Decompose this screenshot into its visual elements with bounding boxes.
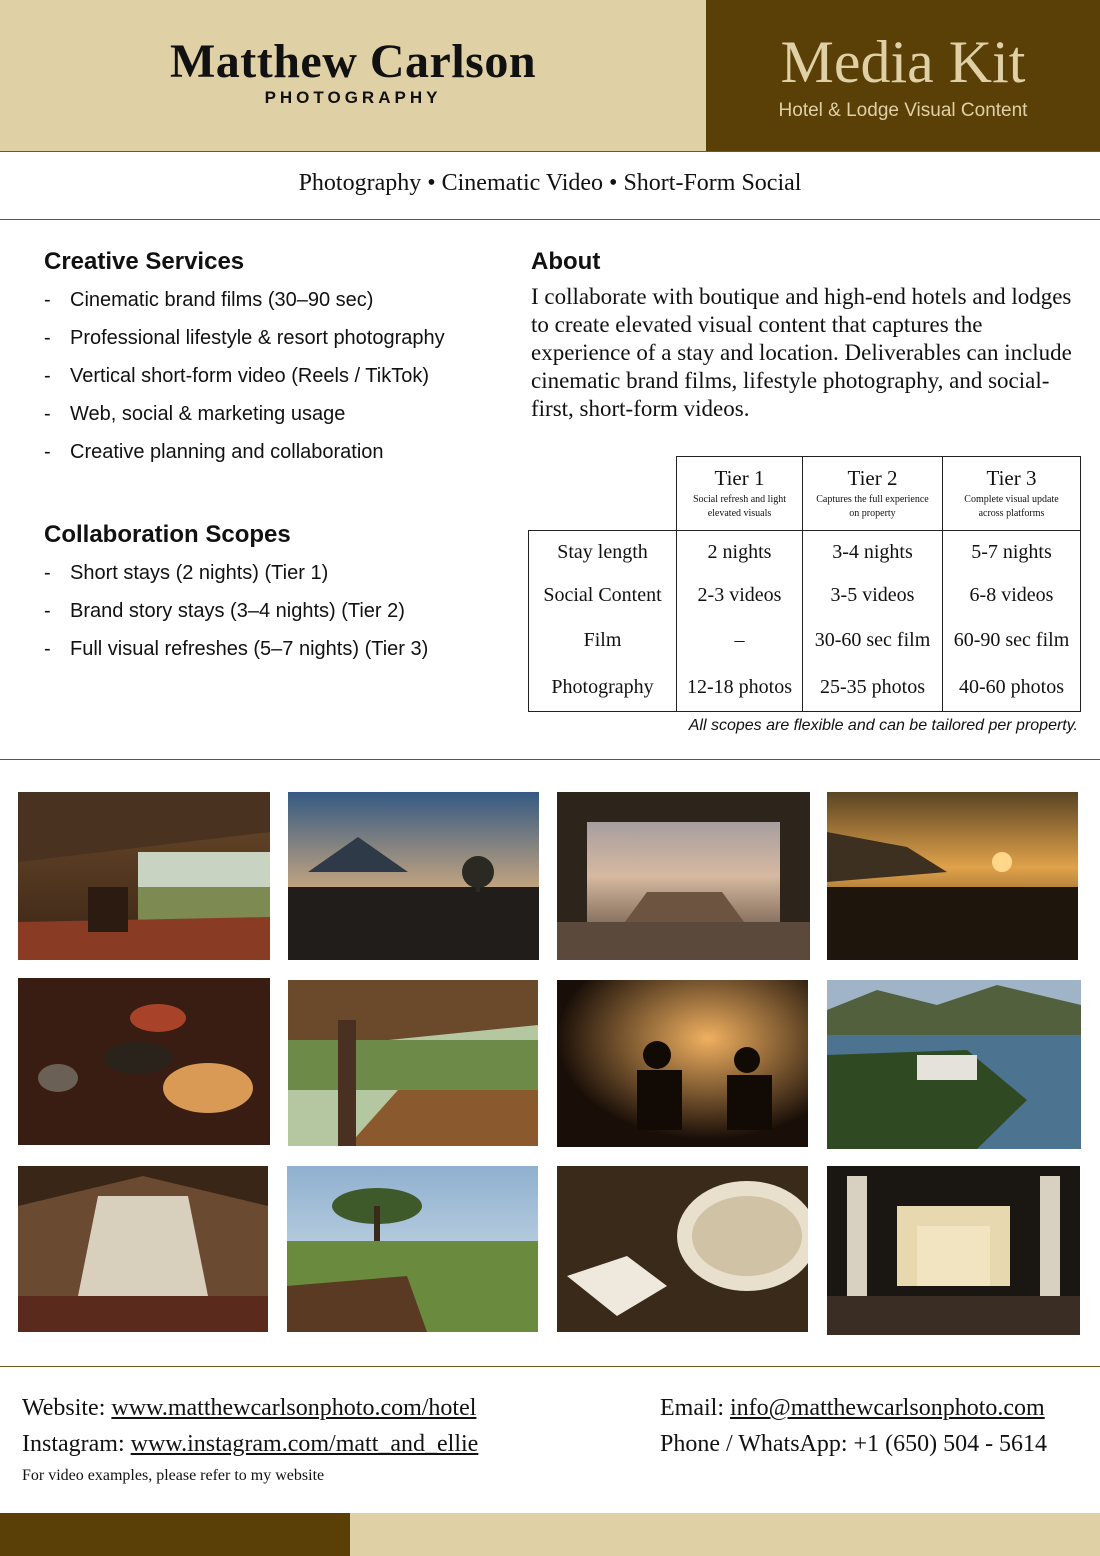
services-list <box>44 287 445 477</box>
table-line <box>528 530 1081 531</box>
services-heading: Creative Services <box>44 248 245 275</box>
email-label: Email: <box>660 1395 730 1421</box>
list-item: - Full visual refreshes (5–7 nights) (Tier 3) <box>44 638 429 660</box>
email-link[interactable]: info@matthewcarlsonphoto.com <box>729 1395 1045 1421</box>
lodge-interior-photo <box>18 792 270 960</box>
website-link[interactable]: www.matthewcarlsonphoto.com/hotel <box>111 1395 477 1421</box>
tagline: Photography • Cinematic Video • Short-Form Social <box>298 170 802 196</box>
list-item: - Brand story stays (3–4 nights) (Tier 2) <box>44 600 405 622</box>
tier-description: Captures the full experience on property <box>816 494 929 519</box>
table-cell: 25-35 photos <box>820 676 925 698</box>
tier-table <box>528 456 1081 712</box>
table-cell: 6-8 videos <box>969 584 1054 606</box>
table-cell: – <box>734 629 745 651</box>
table-cell: 60-90 sec film <box>953 629 1070 651</box>
table-line <box>528 711 1081 712</box>
instagram-label: Instagram: <box>22 1431 131 1457</box>
canopy-bedroom-photo <box>18 1166 268 1332</box>
tier-header <box>943 466 1080 521</box>
terrace-sunset-photo <box>827 792 1078 960</box>
table-cell: 3-5 videos <box>830 584 915 606</box>
about-text: I collaborate with boutique and high-end hotels and lodges to create elevated visual content that captures the experience of a stay and location. Deliverables can include cinematic brand films, lifestyle photography, and social-first, short-form videos. <box>531 284 1072 421</box>
table-line <box>676 456 1081 457</box>
website-label: Website: <box>22 1395 112 1421</box>
food-table-photo <box>18 978 270 1145</box>
divider <box>0 759 1100 760</box>
coastal-resort-photo <box>827 980 1081 1149</box>
footer-bar-light <box>350 1513 1100 1556</box>
phone-number: +1 (650) 504 - 5614 <box>853 1431 1048 1457</box>
tent-sunset-photo <box>288 792 539 960</box>
list-item: - Web, social & marketing usage <box>44 403 346 425</box>
list-item: - Vertical short-form video (Reels / TikTok) <box>44 365 429 387</box>
list-item: - Creative planning and collaboration <box>44 441 384 463</box>
divider <box>0 219 1100 220</box>
table-row-label: Social Content <box>543 584 662 606</box>
dining-silhouette-photo <box>557 980 808 1147</box>
table-cell: 5-7 nights <box>971 541 1052 563</box>
phone-label: Phone / WhatsApp: <box>660 1431 854 1457</box>
table-cell: 3-4 nights <box>832 541 913 563</box>
page-subtitle: Hotel & Lodge Visual Content <box>778 100 1028 121</box>
table-cell: 12-18 photos <box>687 676 792 698</box>
footer-bar-dark <box>0 1513 350 1556</box>
table-row-label: Photography <box>551 676 654 698</box>
list-item: - Cinematic brand films (30–90 sec) <box>44 289 374 311</box>
list-item: - Short stays (2 nights) (Tier 1) <box>44 562 329 584</box>
table-line <box>1080 456 1081 712</box>
table-row-label: Stay length <box>557 541 648 563</box>
website-line <box>22 1395 476 1422</box>
scopes-list <box>44 560 428 674</box>
brand-name: Matthew Carlson <box>169 35 537 88</box>
tier-header <box>677 466 802 521</box>
divider <box>0 1366 1100 1367</box>
instagram-line <box>22 1431 478 1458</box>
bathtub-towel-photo <box>557 1166 808 1332</box>
divider <box>0 151 1100 152</box>
list-item: - Professional lifestyle & resort photography <box>44 327 445 349</box>
deck-mountain-photo <box>557 792 810 960</box>
table-cell: 30-60 sec film <box>814 629 931 651</box>
brand-subtitle: PHOTOGRAPHY <box>264 88 442 107</box>
savanna-deck-photo <box>287 1166 538 1332</box>
table-row-label: Film <box>583 629 622 651</box>
tier-name: Tier 1 <box>714 466 765 490</box>
hotel-entrance-photo <box>827 1166 1080 1335</box>
instagram-link[interactable]: www.instagram.com/matt_and_ellie <box>130 1431 479 1457</box>
tier-header <box>803 466 942 521</box>
email-line <box>660 1395 1045 1422</box>
tier-description: Complete visual update across platforms <box>964 494 1059 519</box>
table-cell: 40-60 photos <box>959 676 1064 698</box>
page-title: Media Kit <box>780 29 1026 95</box>
thatched-deck-photo <box>288 980 538 1146</box>
scopes-heading: Collaboration Scopes <box>44 521 291 548</box>
table-cell: 2-3 videos <box>697 584 782 606</box>
tier-name: Tier 2 <box>847 466 898 490</box>
phone-line <box>660 1431 1047 1458</box>
table-cell: 2 nights <box>707 541 772 563</box>
tier-description: Social refresh and light elevated visuals <box>692 494 787 519</box>
about-heading: About <box>531 248 601 275</box>
video-note: For video examples, please refer to my website <box>22 1467 325 1484</box>
table-note: All scopes are flexible and can be tailored per property. <box>688 717 1078 734</box>
tier-name: Tier 3 <box>986 466 1037 490</box>
